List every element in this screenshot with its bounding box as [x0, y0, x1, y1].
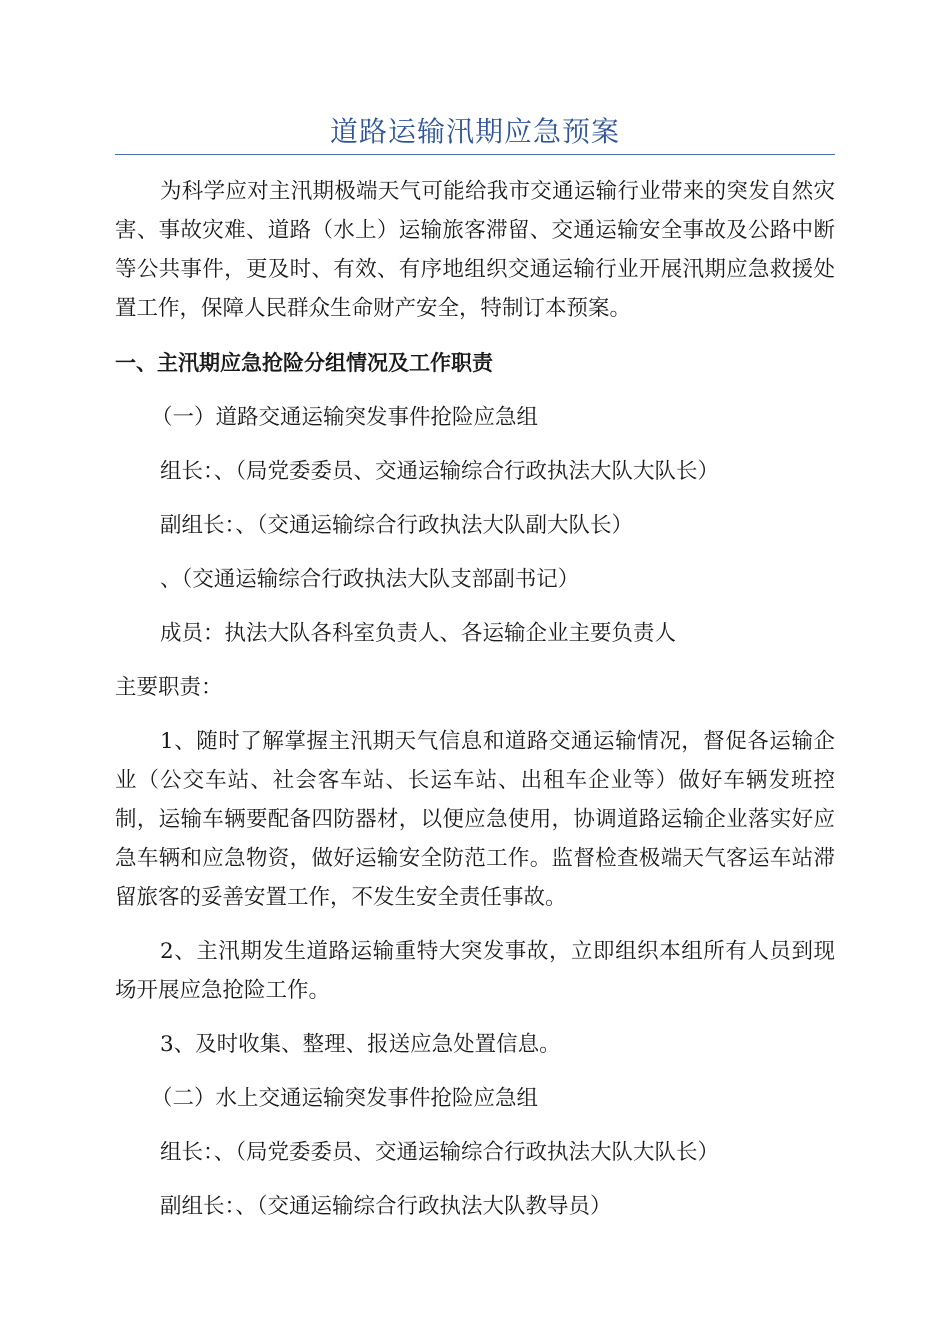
group1-leader: 组长：、（局党委委员、交通运输综合行政执法大队大队长）: [160, 459, 720, 484]
group1-duties-label: 主要职责：: [115, 675, 223, 700]
group1-deputy-1: 副组长：、（交通运输综合行政执法大队副大队长）: [160, 513, 634, 538]
group1-duty-3: 3、及时收集、整理、报送应急处置信息。: [160, 1032, 561, 1057]
intro-paragraph: 为科学应对主汛期极端天气可能给我市交通运输行业带来的突发自然灾害、事故灾难、道路（水上）运输旅客滞留、交通运输安全事故及公路中断等公共事件，更及时、有效、有序地组织交通运输行业开展汛期应急救援处置工作，保障人民群众生命财产安全，特制订本预案。: [115, 179, 835, 321]
group1-title: （一）道路交通运输突发事件抢险应急组: [151, 405, 539, 430]
title-underline: [115, 154, 835, 155]
document-body: [115, 172, 835, 1226]
group2-leader: 组长：、（局党委委员、交通运输综合行政执法大队大队长）: [160, 1140, 720, 1165]
document-title: 道路运输汛期应急预案: [329, 115, 620, 148]
group2-title: （二）水上交通运输突发事件抢险应急组: [151, 1086, 539, 1111]
group1-members: 成员：执法大队各科室负责人、各运输企业主要负责人: [160, 621, 677, 646]
group1-deputy-2: 、（交通运输综合行政执法大队支部副书记）: [160, 567, 580, 592]
section-heading: 一、主汛期应急抢险分组情况及工作职责: [115, 351, 493, 375]
group2-deputy-1: 副组长：、（交通运输综合行政执法大队教导员）: [160, 1194, 612, 1219]
group1-duty-1: 1、随时了解掌握主汛期天气信息和道路交通运输情况，督促各运输企业（公交车站、社会客车站、长运车站、出租车企业等）做好车辆发班控制，运输车辆要配备四防器材，以便应急使用，协调道路运输企业落实好应急车辆和应急物资，做好运输安全防范工作。监督检查极端天气客运车站滞留旅客的妥善安置工作，不发生安全责任事故。: [115, 729, 835, 910]
group1-duty-2: 2、主汛期发生道路运输重特大突发事故，立即组织本组所有人员到现场开展应急抢险工作。: [115, 939, 835, 1003]
